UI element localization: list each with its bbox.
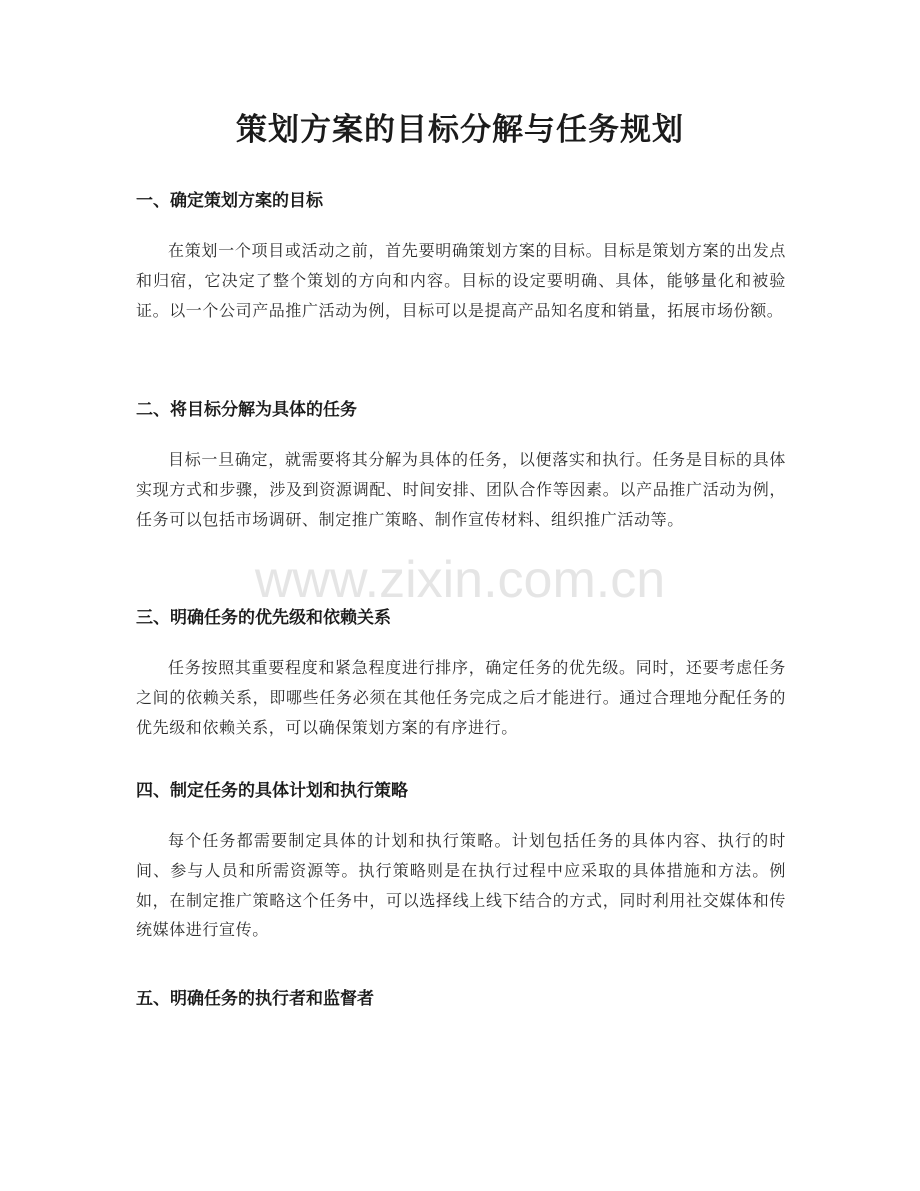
section-heading: 四、制定任务的具体计划和执行策略 (136, 781, 408, 801)
section-4 (136, 777, 786, 945)
section-heading: 二、将目标分解为具体的任务 (136, 400, 357, 420)
section-paragraph: 目标一旦确定，就需要将其分解为具体的任务，以便落实和执行。任务是目标的具体实现方式和步骤，涉及到资源调配、时间安排、团队合作等因素。以产品推广活动为例，任务可以包括市场调研、制定推广策略、制作宣传材料、组织推广活动等。 (136, 450, 786, 529)
section-5 (136, 985, 786, 1013)
section-heading: 五、明确任务的执行者和监督者 (136, 989, 374, 1009)
section-3 (136, 604, 786, 742)
document-title: 策划方案的目标分解与任务规划 (236, 112, 684, 148)
section-heading: 一、确定策划方案的目标 (136, 191, 323, 211)
section-heading: 三、明确任务的优先级和依赖关系 (136, 608, 391, 628)
section-paragraph: 每个任务都需要制定具体的计划和执行策略。计划包括任务的具体内容、执行的时间、参与人员和所需资源等。执行策略则是在执行过程中应采取的具体措施和方法。例如，在制定推广策略这个任务中，可以选择线上线下结合的方式，同时利用社交媒体和传统媒体进行宣传。 (136, 831, 786, 940)
section-paragraph: 在策划一个项目或活动之前，首先要明确策划方案的目标。目标是策划方案的出发点和归宿，它决定了整个策划的方向和内容。目标的设定要明确、具体，能够量化和被验证。以一个公司产品推广活动为例，目标可以是提高产品知名度和销量，拓展市场份额。 (136, 241, 786, 320)
section-1 (136, 187, 786, 325)
watermark: www.zixin.com.cn (254, 551, 666, 609)
section-2 (136, 396, 786, 534)
section-paragraph: 任务按照其重要程度和紧急程度进行排序，确定任务的优先级。同时，还要考虑任务之间的依赖关系，即哪些任务必须在其他任务完成之后才能进行。通过合理地分配任务的优先级和依赖关系，可以确保策划方案的有序进行。 (136, 658, 786, 737)
